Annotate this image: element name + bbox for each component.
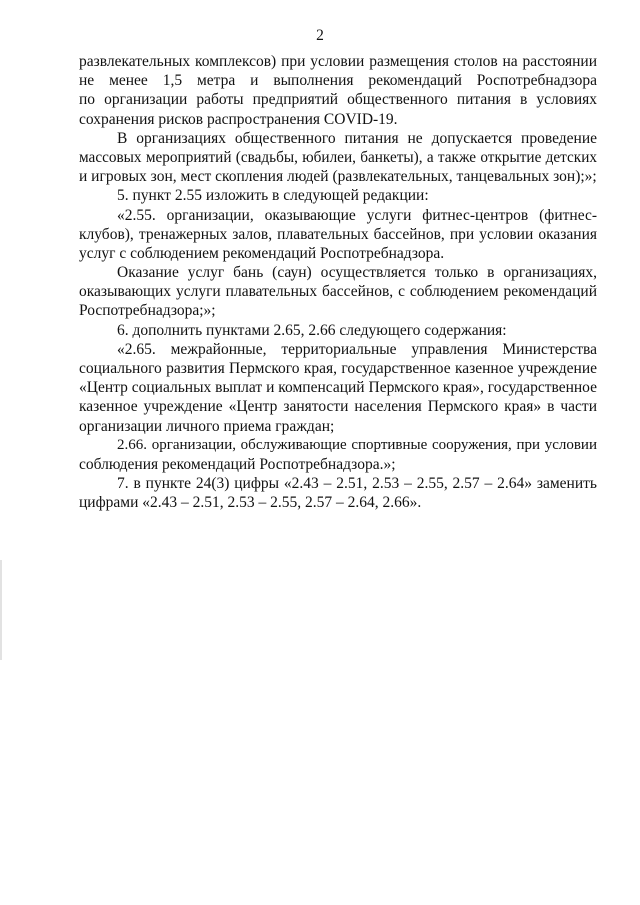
text-line: В организациях общественного питания не допускается проведение bbox=[117, 129, 597, 147]
text-line: 7. в пункте 24(3) цифры «2.43 – 2.51, 2.53 – 2.55, 2.57 – 2.64» заменить bbox=[117, 475, 597, 493]
document-body bbox=[79, 52, 597, 513]
text-line: «Центр социальных выплат и компенсаций Пермского края», государственное bbox=[79, 379, 597, 397]
text-line: развлекательных комплексов) при условии размещения столов на расстоянии bbox=[79, 53, 597, 70]
text-line: казенное учреждение «Центр занятости населения Пермского края» в части bbox=[79, 398, 597, 416]
text-line: Оказание услуг бань (саун) осуществляется только в организациях, bbox=[117, 264, 597, 282]
text-line: Роспотребнадзора;»; bbox=[79, 302, 216, 320]
text-line: социального развития Пермского края, государственное казенное учреждение bbox=[79, 360, 597, 377]
text-line: по организации работы предприятий общественного питания в условиях bbox=[79, 91, 597, 109]
text-line: не менее 1,5 метра и выполнения рекомендаций Роспотребнадзора bbox=[79, 72, 597, 90]
text-line: клубов), тренажерных залов, плавательных бассейнов, при условии оказания bbox=[79, 225, 597, 243]
text-line: сохранения рисков распространения COVID-19. bbox=[79, 110, 398, 128]
text-line: «2.65. межрайонные, территориальные управления Министерства bbox=[117, 340, 597, 358]
text-line: организации личного приема граждан; bbox=[79, 417, 335, 435]
text-line: 2.66. организации, обслуживающие спортивные сооружения, при условии bbox=[117, 436, 597, 453]
text-line: цифрами «2.43 – 2.51, 2.53 – 2.55, 2.57 – 2.64, 2.66». bbox=[79, 494, 422, 512]
text-line: 5. пункт 2.55 изложить в следующей редакции: bbox=[117, 187, 429, 205]
page-number: 2 bbox=[316, 27, 324, 44]
text-line: «2.55. организации, оказывающие услуги фитнес-центров (фитнес- bbox=[117, 206, 597, 224]
text-line: услуг с соблюдением рекомендаций Роспотребнадзора. bbox=[79, 244, 445, 262]
scan-edge-mark bbox=[0, 560, 2, 660]
text-line: и игровых зон, мест скопления людей (развлекательных, танцевальных зон);»; bbox=[79, 168, 597, 186]
text-line: оказывающих услуги плавательных бассейнов, с соблюдением рекомендаций bbox=[79, 283, 597, 301]
text-line: соблюдения рекомендаций Роспотребнадзора.»; bbox=[79, 455, 396, 473]
text-line: массовых мероприятий (свадьбы, юбилеи, банкеты), а также открытие детских bbox=[79, 148, 597, 166]
text-line: 6. дополнить пунктами 2.65, 2.66 следующего содержания: bbox=[117, 321, 507, 339]
